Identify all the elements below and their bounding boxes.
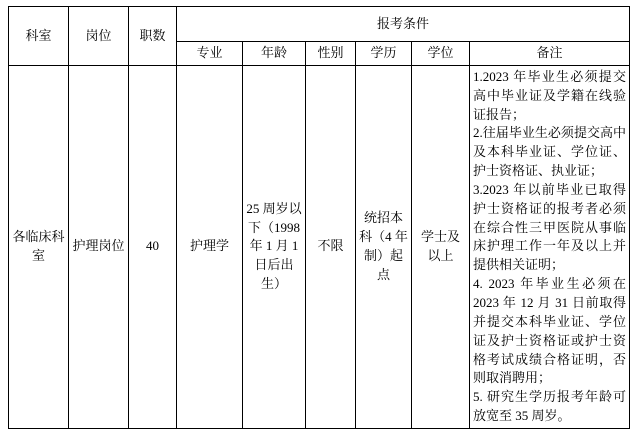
recruitment-table <box>8 6 630 429</box>
cell-degree: 学士及以上 <box>412 65 470 428</box>
header-degree: 学位 <box>412 42 470 66</box>
table-row <box>9 65 630 428</box>
cell-count: 40 <box>129 65 177 428</box>
remark-item-4: 4. 2023 年毕业生必须在 2023 年 12 月 31 日前取得并提交本科毕业证、学位证及护士资格证或护士资格考试成绩合格证明，否则取消聘用； <box>473 276 627 386</box>
table-header-row-group <box>9 7 630 42</box>
cell-remark <box>470 65 630 428</box>
remark-item-2: 2.往届毕业生必须提交高中及本科毕业证、学位证、护士资格证、执业证； <box>473 125 627 179</box>
remark-item-3: 3.2023 年以前毕业已取得护士资格证的报考者必须在综合性三甲医院从事临床护理工作一年及以上并提供相关证明； <box>473 181 627 273</box>
header-remark: 备注 <box>470 42 630 66</box>
header-major: 专业 <box>177 42 243 66</box>
cell-age: 25 周岁以下（1998 年 1 月 1 日后出生） <box>243 65 306 428</box>
header-gender: 性别 <box>306 42 356 66</box>
header-post: 岗位 <box>69 7 129 66</box>
remark-item-5: 5. 研究生学历报考年龄可放宽至 35 周岁。 <box>473 389 627 424</box>
header-department: 科室 <box>9 7 69 66</box>
cell-gender: 不限 <box>306 65 356 428</box>
header-conditions-group: 报考条件 <box>177 7 630 42</box>
cell-department: 各临床科室 <box>9 65 69 428</box>
header-count: 职数 <box>129 7 177 66</box>
cell-major: 护理学 <box>177 65 243 428</box>
cell-post: 护理岗位 <box>69 65 129 428</box>
header-education: 学历 <box>356 42 412 66</box>
cell-education: 统招本科（4 年制）起点 <box>356 65 412 428</box>
remark-item-1: 1.2023 年毕业生必须提交高中毕业证及学籍在线验证报告； <box>473 68 627 122</box>
table-header <box>9 7 630 66</box>
table-body <box>9 65 630 428</box>
header-age: 年龄 <box>243 42 306 66</box>
